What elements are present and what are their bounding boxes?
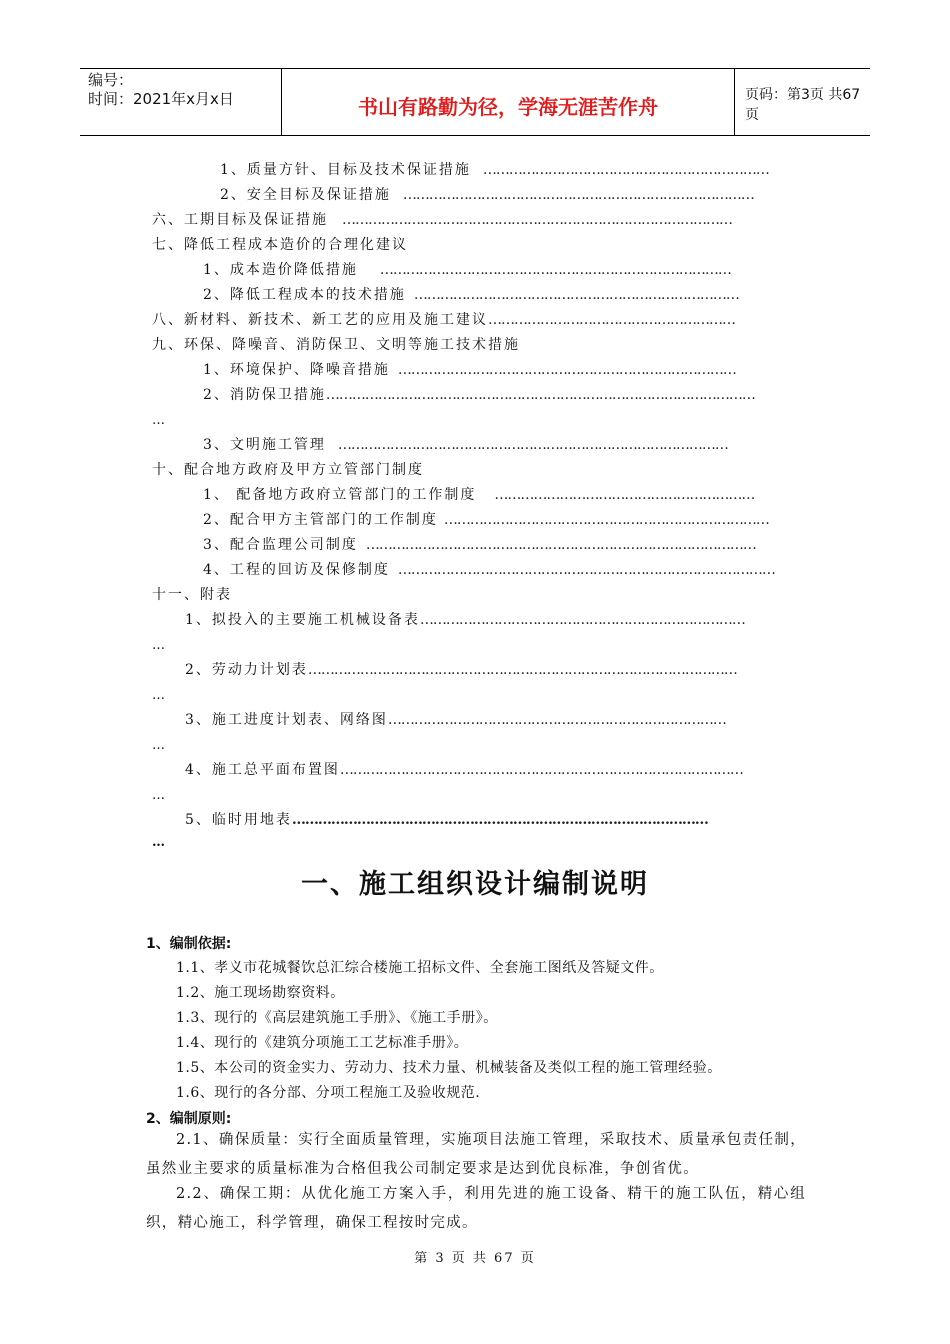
date-label: 时间：2021年x月x日 xyxy=(88,90,234,108)
page-footer: 第 3 页 共 67 页 xyxy=(414,1251,536,1266)
toc-continuation: … xyxy=(152,413,164,428)
toc-entry[interactable]: 六、工期目标及保证措施 ……………………………………………………………………………… xyxy=(152,212,732,228)
toc-entry[interactable]: 2、安全目标及保证措施 ……………………………………………………………………… xyxy=(220,187,754,203)
section-heading: 2、编制原则: xyxy=(146,1111,232,1127)
basis-item: 1.6、现行的各分部、分项工程施工及验收规范. xyxy=(176,1085,481,1101)
toc-entry[interactable]: 1、成本造价降低措施 ……………………………………………………………………… xyxy=(203,262,731,278)
toc-entry[interactable]: 1、质量方针、目标及技术保证措施 ………………………………………………………… xyxy=(220,162,769,178)
toc-entry[interactable]: 2、消防保卫措施……………………………………………………………………………………… xyxy=(203,387,755,403)
toc-continuation: … xyxy=(152,738,164,753)
toc-entry[interactable]: 3、文明施工管理 ……………………………………………………………………………… xyxy=(203,437,728,453)
toc-entry[interactable]: 5、临时用地表…………………………………………………………………………………… xyxy=(185,812,708,828)
toc-entry[interactable]: 1、 配备地方政府立管部门的工作制度 …………………………………………………… xyxy=(203,487,755,503)
basis-item: 1.2、施工现场勘察资料。 xyxy=(176,985,345,1001)
basis-item: 1.4、现行的《建筑分项施工工艺标准手册》。 xyxy=(176,1035,469,1051)
toc-entry[interactable]: 2、降低工程成本的技术措施 ………………………………………………………………… xyxy=(203,287,739,303)
toc-continuation: … xyxy=(152,835,164,850)
toc-entry[interactable]: 1、环境保护、降噪音措施 …………………………………………………………………… xyxy=(203,362,736,378)
toc-entry[interactable]: 1、拟投入的主要施工机械设备表………………………………………………………………… xyxy=(185,612,745,628)
section-title: 一、施工组织设计编制说明 xyxy=(301,869,649,900)
principle-paragraph: 2.2、确保工期：从优化施工方案入手，利用先进的施工设备、精干的施工队伍，精心组织，精心施工，科学管理，确保工程按时完成。 xyxy=(146,1186,806,1231)
number-label: 编号： xyxy=(88,71,134,89)
toc-continuation: … xyxy=(152,788,164,803)
basis-item: 1.1、孝义市花城餐饮总汇综合楼施工招标文件、全套施工图纸及答疑文件。 xyxy=(176,960,664,976)
toc-entry[interactable]: 4、施工总平面布置图………………………………………………………………………………… xyxy=(185,762,743,778)
toc-entry[interactable]: 十、配合地方政府及甲方立管部门制度 xyxy=(152,462,424,478)
principle-paragraph: 2.1、确保质量：实行全面质量管理，实施项目法施工管理，采取技术、质量承包责任制，虽然业主要求的质量标准为合格但我公司制定要求是达到优良标准，争创省优。 xyxy=(146,1132,806,1177)
toc-entry[interactable]: 十一、附表 xyxy=(152,587,232,603)
toc-entry[interactable]: 九、环保、降噪音、消防保卫、文明等施工技术措施 xyxy=(152,337,520,353)
toc-entry[interactable]: 4、工程的回访及保修制度 …………………………………………………………………………… xyxy=(203,562,775,578)
toc-entry[interactable]: 七、降低工程成本造价的合理化建议 xyxy=(152,237,408,253)
basis-item: 1.5、本公司的资金实力、劳动力、技术力量、机械装备及类似工程的施工管理经验。 xyxy=(176,1060,722,1076)
toc-continuation: … xyxy=(152,688,164,703)
toc-entry[interactable]: 2、配合甲方主管部门的工作制度 ………………………………………………………………… xyxy=(203,512,769,528)
header-info-cell xyxy=(80,69,282,135)
toc-entry[interactable]: 3、配合监理公司制度 ……………………………………………………………………………… xyxy=(203,537,756,553)
header-motto: 书山有路勤为径，学海无涯苦作舟 xyxy=(282,69,735,135)
section-heading: 1、编制依据: xyxy=(146,936,232,952)
toc-continuation: … xyxy=(152,638,164,653)
toc-entry[interactable]: 3、施工进度计划表、网络图…………………………………………………………………… xyxy=(185,712,726,728)
page-header xyxy=(80,68,870,136)
toc-entry[interactable]: 八、新材料、新技术、新工艺的应用及施工建议………………………………………………… xyxy=(152,312,735,328)
toc-entry[interactable]: 2、劳动力计划表……………………………………………………………………………………… xyxy=(185,662,737,678)
basis-item: 1.3、现行的《高层建筑施工手册》、《施工手册》。 xyxy=(176,1010,498,1026)
header-page-code: 页码：第3页 共67页 xyxy=(745,87,861,123)
